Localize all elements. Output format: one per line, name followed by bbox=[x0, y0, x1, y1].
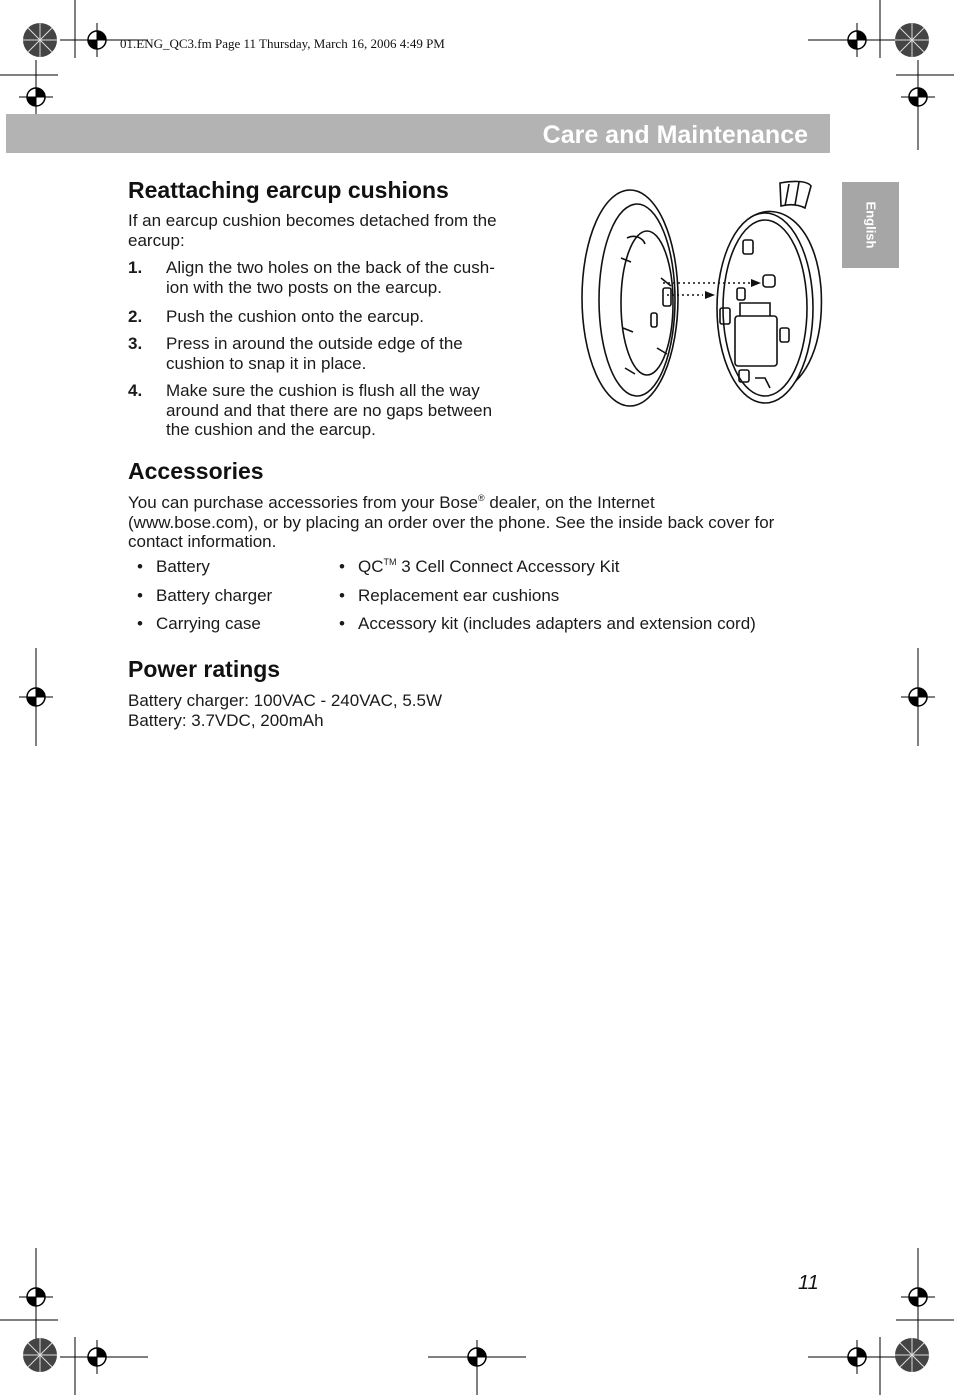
para-text: dealer, on the Internet bbox=[484, 493, 655, 512]
bullet-dot: • bbox=[137, 557, 143, 576]
bullet-dot: • bbox=[339, 586, 345, 605]
reattach-heading: Reattaching earcup cushions bbox=[128, 177, 449, 203]
section-title: Care and Maintenance bbox=[542, 121, 808, 149]
step-number: 4. bbox=[128, 381, 143, 400]
reattach-intro bbox=[128, 211, 548, 250]
trademark-mark: TM bbox=[383, 557, 397, 567]
bullet-dot: • bbox=[137, 586, 143, 605]
bullet-dot: • bbox=[137, 614, 143, 633]
para-line bbox=[128, 493, 828, 513]
step-text: ion with the two posts on the earcup. bbox=[166, 277, 442, 297]
para-line: contact information. bbox=[128, 532, 277, 552]
step-text: Make sure the cushion is flush all the way bbox=[166, 381, 480, 400]
step-text: Press in around the outside edge of the bbox=[166, 334, 463, 353]
file-slug: 01.ENG_QC3.fm Page 11 Thursday, March 16, 2006 4:49 PM bbox=[120, 36, 445, 51]
accessories-heading: Accessories bbox=[128, 458, 264, 484]
para-line: (www.bose.com), or by placing an order over the phone. See the inside back cover for bbox=[128, 512, 775, 532]
bullet-dot: • bbox=[339, 614, 345, 633]
page-number: 11 bbox=[798, 1272, 819, 1294]
registered-mark: ® bbox=[477, 493, 485, 503]
accessory-label: Accessory kit (includes adapters and extension cord) bbox=[358, 614, 756, 633]
accessory-text: QC bbox=[358, 557, 384, 576]
para-text: You can purchase accessories from your Bose bbox=[128, 493, 478, 512]
power-line: Battery charger: 100VAC - 240VAC, 5.5W bbox=[128, 691, 443, 710]
language-tab bbox=[842, 182, 899, 268]
accessory-label: Carrying case bbox=[156, 614, 261, 633]
step-text: around and that there are no gaps between bbox=[166, 400, 493, 420]
step-number: 1. bbox=[128, 258, 143, 277]
accessories-paragraph bbox=[128, 493, 828, 552]
intro-line: earcup: bbox=[128, 230, 185, 250]
language-label: English bbox=[863, 201, 878, 249]
intro-line: If an earcup cushion becomes detached from the bbox=[128, 211, 497, 230]
accessory-text: 3 Cell Connect Accessory Kit bbox=[396, 557, 620, 576]
step-text: Push the cushion onto the earcup. bbox=[166, 307, 425, 326]
step-text: cushion to snap it in place. bbox=[166, 353, 367, 373]
power-line: Battery: 3.7VDC, 200mAh bbox=[128, 710, 324, 730]
bullet-dot: • bbox=[339, 557, 345, 576]
accessory-label: Battery charger bbox=[156, 586, 273, 605]
accessory-label: Battery bbox=[156, 557, 210, 576]
earcup-illustration bbox=[575, 178, 830, 414]
accessory-label bbox=[358, 557, 619, 577]
accessory-label: Replacement ear cushions bbox=[358, 586, 560, 605]
power-heading: Power ratings bbox=[128, 656, 281, 682]
step-number: 2. bbox=[128, 307, 143, 326]
section-header-bar bbox=[6, 114, 830, 153]
power-ratings bbox=[128, 691, 628, 730]
step-number: 3. bbox=[128, 334, 143, 353]
step-text: the cushion and the earcup. bbox=[166, 420, 376, 440]
step-text: Align the two holes on the back of the cush- bbox=[166, 258, 495, 277]
